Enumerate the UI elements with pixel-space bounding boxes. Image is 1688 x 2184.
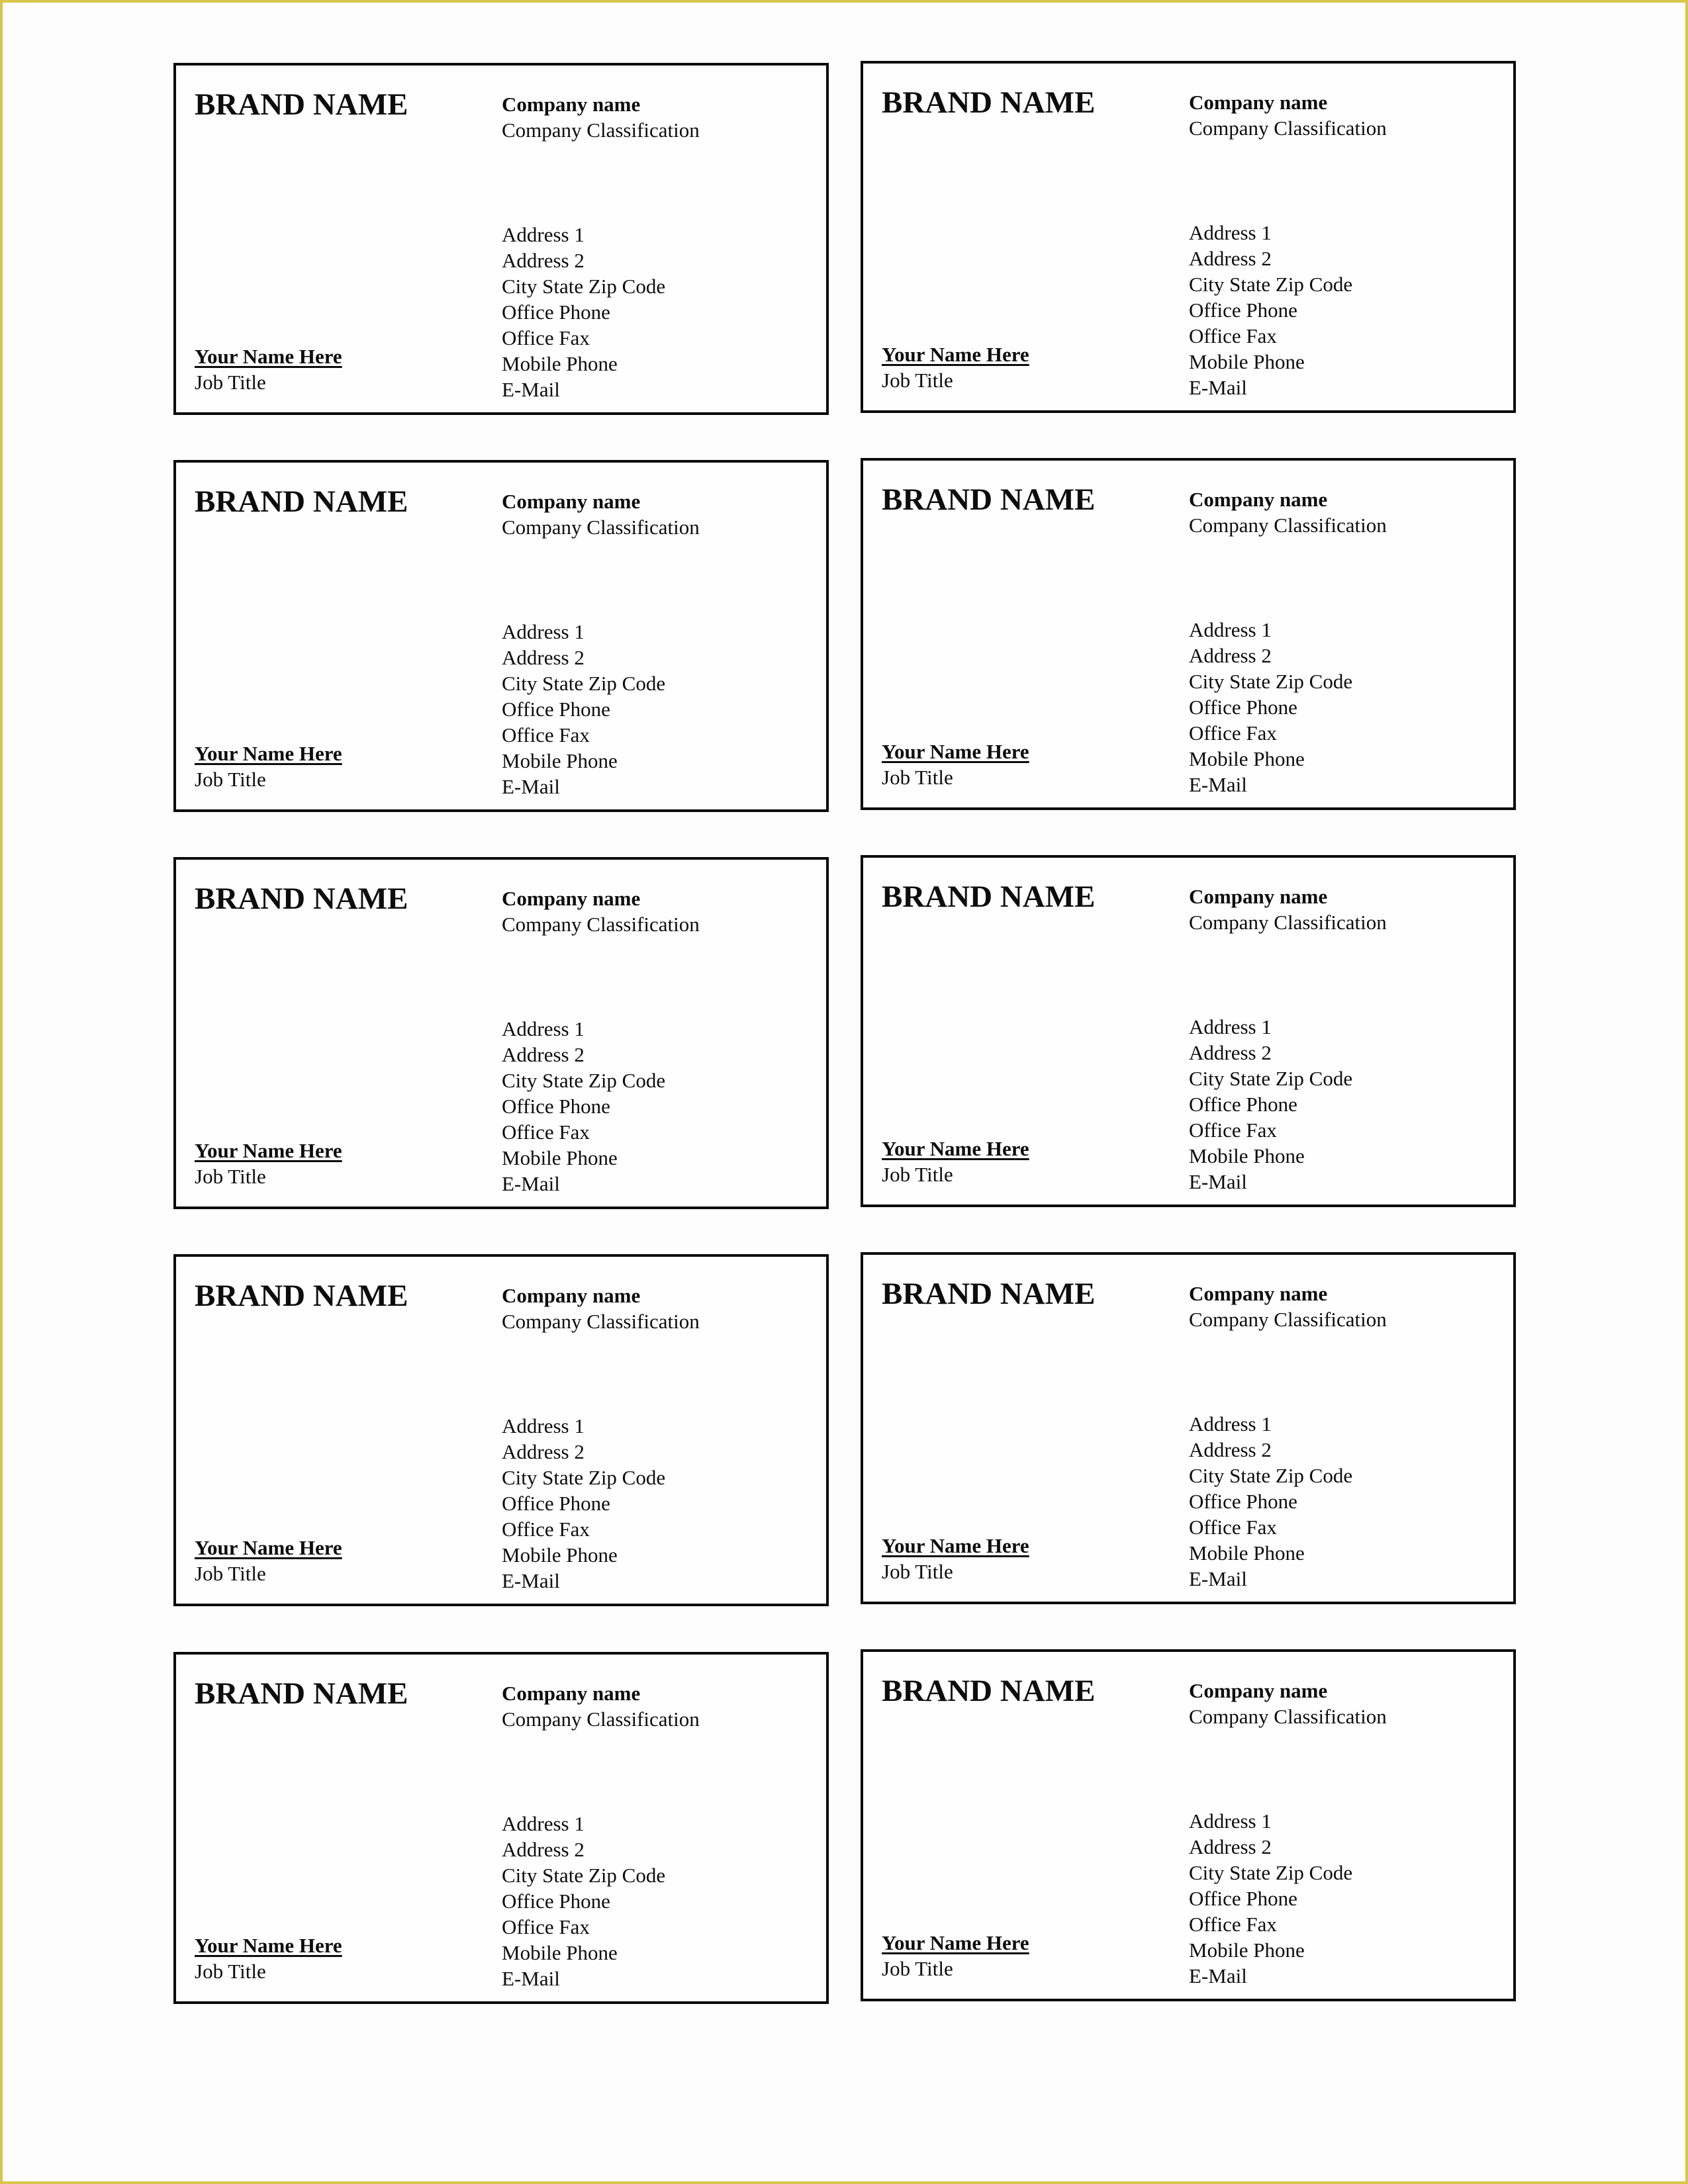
mobile-phone: Mobile Phone	[502, 352, 618, 375]
contact-details	[1189, 1808, 1352, 1989]
person-name: Your Name Here	[195, 1139, 342, 1162]
city-state-zip: City State Zip Code	[502, 1069, 666, 1092]
contact-details	[502, 1811, 665, 1991]
office-phone: Office Phone	[502, 1492, 610, 1515]
brand-name: BRAND NAME	[882, 880, 1096, 914]
email: E-Mail	[1189, 773, 1247, 796]
email: E-Mail	[502, 775, 560, 798]
person-name: Your Name Here	[195, 1536, 342, 1559]
company-name: Company name	[502, 1682, 641, 1705]
business-card	[173, 63, 829, 415]
email: E-Mail	[502, 1172, 560, 1195]
address-line-1: Address 1	[502, 223, 585, 246]
contact-details	[502, 1413, 665, 1594]
address-line-2: Address 2	[502, 249, 585, 272]
job-title: Job Title	[882, 1957, 953, 1980]
office-phone: Office Phone	[1189, 1093, 1297, 1116]
office-fax: Office Fax	[1189, 721, 1277, 745]
mobile-phone: Mobile Phone	[1189, 1144, 1305, 1167]
brand-name: BRAND NAME	[195, 882, 408, 916]
person-name: Your Name Here	[195, 1934, 342, 1957]
address-line-2: Address 2	[1189, 1438, 1272, 1461]
business-card	[173, 1652, 829, 2004]
company-classification: Company Classification	[1189, 1308, 1387, 1331]
brand-name: BRAND NAME	[195, 1676, 408, 1711]
job-title: Job Title	[195, 1960, 266, 1983]
mobile-phone: Mobile Phone	[1189, 747, 1305, 770]
office-phone: Office Phone	[1189, 1490, 1297, 1513]
job-title: Job Title	[195, 371, 266, 394]
contact-details	[502, 619, 665, 799]
office-fax: Office Fax	[502, 723, 590, 747]
city-state-zip: City State Zip Code	[1189, 1067, 1353, 1090]
business-card	[861, 61, 1516, 413]
office-fax: Office Fax	[502, 1915, 590, 1938]
email: E-Mail	[1189, 1567, 1247, 1590]
company-classification: Company Classification	[1189, 514, 1387, 537]
mobile-phone: Mobile Phone	[1189, 1938, 1305, 1962]
company-classification: Company Classification	[1189, 1705, 1387, 1728]
contact-details	[502, 222, 665, 402]
city-state-zip: City State Zip Code	[502, 1466, 666, 1489]
company-name: Company name	[502, 490, 641, 513]
address-line-2: Address 2	[1189, 644, 1272, 667]
address-line-1: Address 1	[1189, 1809, 1272, 1833]
brand-name: BRAND NAME	[882, 1277, 1096, 1311]
address-line-2: Address 2	[1189, 247, 1272, 270]
company-classification: Company Classification	[502, 1310, 700, 1333]
job-title: Job Title	[882, 1163, 953, 1186]
brand-name: BRAND NAME	[882, 85, 1096, 120]
job-title: Job Title	[195, 1562, 266, 1585]
company-name: Company name	[502, 93, 641, 116]
business-card	[173, 460, 829, 812]
company-name: Company name	[1189, 91, 1328, 114]
company-classification: Company Classification	[502, 118, 700, 142]
office-fax: Office Fax	[1189, 1118, 1277, 1142]
office-phone: Office Phone	[1189, 1887, 1297, 1910]
address-line-1: Address 1	[502, 620, 585, 643]
address-line-1: Address 1	[1189, 221, 1272, 244]
person-name: Your Name Here	[195, 742, 342, 765]
address-line-2: Address 2	[1189, 1835, 1272, 1858]
office-phone: Office Phone	[502, 1095, 610, 1118]
company-classification: Company Classification	[502, 516, 700, 539]
person-name: Your Name Here	[882, 343, 1029, 366]
business-card	[861, 855, 1516, 1207]
address-line-1: Address 1	[502, 1017, 585, 1040]
address-line-1: Address 1	[1189, 618, 1272, 641]
office-fax: Office Fax	[502, 1120, 590, 1144]
address-line-1: Address 1	[1189, 1412, 1272, 1435]
address-line-1: Address 1	[1189, 1015, 1272, 1038]
address-line-2: Address 2	[502, 1838, 585, 1861]
mobile-phone: Mobile Phone	[502, 1543, 618, 1567]
brand-name: BRAND NAME	[195, 1279, 408, 1313]
brand-name: BRAND NAME	[195, 87, 408, 122]
brand-name: BRAND NAME	[882, 1674, 1096, 1708]
contact-details	[1189, 1014, 1352, 1195]
company-classification: Company Classification	[502, 1707, 700, 1731]
business-card	[861, 1649, 1516, 2001]
office-phone: Office Phone	[502, 1889, 610, 1913]
mobile-phone: Mobile Phone	[502, 749, 618, 772]
city-state-zip: City State Zip Code	[1189, 1861, 1353, 1884]
job-title: Job Title	[882, 766, 953, 789]
job-title: Job Title	[195, 768, 266, 791]
person-name: Your Name Here	[882, 740, 1029, 763]
company-classification: Company Classification	[1189, 116, 1387, 140]
contact-details	[502, 1016, 665, 1197]
job-title: Job Title	[882, 369, 953, 392]
office-fax: Office Fax	[502, 326, 590, 349]
office-fax: Office Fax	[1189, 324, 1277, 347]
office-phone: Office Phone	[1189, 696, 1297, 719]
company-classification: Company Classification	[502, 913, 700, 936]
company-name: Company name	[502, 887, 641, 910]
email: E-Mail	[1189, 1170, 1247, 1193]
email: E-Mail	[502, 378, 560, 401]
business-card	[861, 458, 1516, 810]
address-line-2: Address 2	[502, 646, 585, 669]
address-line-1: Address 1	[502, 1812, 585, 1835]
person-name: Your Name Here	[882, 1534, 1029, 1557]
email: E-Mail	[502, 1967, 560, 1990]
business-card	[861, 1252, 1516, 1604]
company-name: Company name	[1189, 1282, 1328, 1305]
city-state-zip: City State Zip Code	[502, 672, 666, 695]
brand-name: BRAND NAME	[195, 484, 408, 519]
contact-details	[1189, 617, 1352, 797]
mobile-phone: Mobile Phone	[1189, 350, 1305, 373]
company-classification: Company Classification	[1189, 911, 1387, 934]
email: E-Mail	[1189, 1964, 1247, 1987]
person-name: Your Name Here	[195, 345, 342, 368]
company-name: Company name	[1189, 885, 1328, 908]
office-fax: Office Fax	[1189, 1516, 1277, 1539]
mobile-phone: Mobile Phone	[502, 1941, 618, 1964]
city-state-zip: City State Zip Code	[1189, 1464, 1353, 1487]
contact-details	[1189, 1411, 1352, 1592]
city-state-zip: City State Zip Code	[1189, 273, 1353, 296]
office-phone: Office Phone	[502, 698, 610, 721]
address-line-2: Address 2	[502, 1440, 585, 1463]
contact-details	[1189, 220, 1352, 400]
address-line-2: Address 2	[1189, 1041, 1272, 1064]
company-name: Company name	[1189, 1679, 1328, 1702]
city-state-zip: City State Zip Code	[1189, 670, 1353, 693]
brand-name: BRAND NAME	[882, 482, 1096, 517]
job-title: Job Title	[882, 1560, 953, 1583]
company-name: Company name	[502, 1284, 641, 1307]
company-name: Company name	[1189, 488, 1328, 511]
job-title: Job Title	[195, 1165, 266, 1188]
person-name: Your Name Here	[882, 1931, 1029, 1954]
office-fax: Office Fax	[1189, 1913, 1277, 1936]
city-state-zip: City State Zip Code	[502, 1864, 666, 1887]
person-name: Your Name Here	[882, 1137, 1029, 1160]
office-fax: Office Fax	[502, 1518, 590, 1541]
office-phone: Office Phone	[1189, 298, 1297, 322]
email: E-Mail	[1189, 376, 1247, 399]
address-line-1: Address 1	[502, 1414, 585, 1437]
email: E-Mail	[502, 1569, 560, 1592]
business-card	[173, 857, 829, 1209]
business-card	[173, 1254, 829, 1606]
city-state-zip: City State Zip Code	[502, 275, 666, 298]
office-phone: Office Phone	[502, 300, 610, 324]
mobile-phone: Mobile Phone	[1189, 1541, 1305, 1565]
address-line-2: Address 2	[502, 1043, 585, 1066]
mobile-phone: Mobile Phone	[502, 1146, 618, 1169]
